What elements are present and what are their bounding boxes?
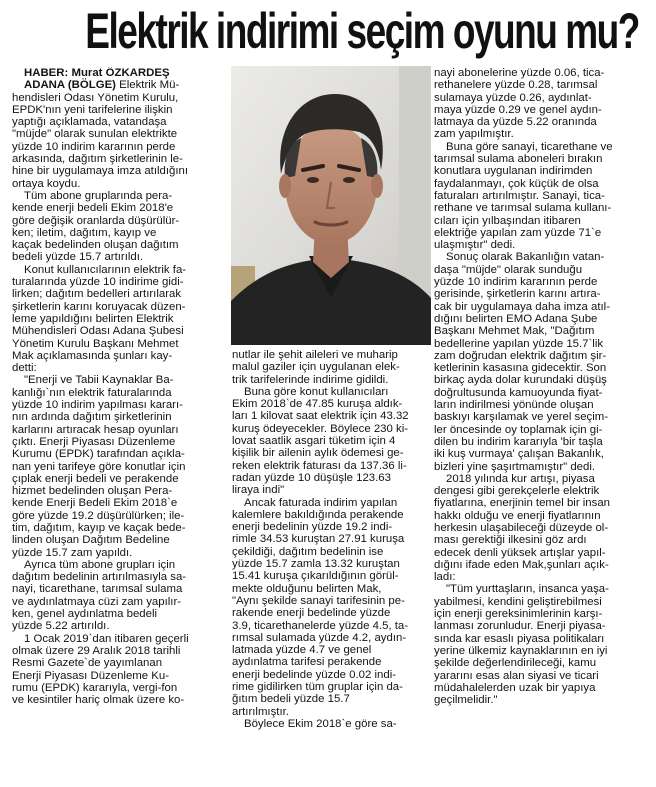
text-line: zam doğrudan elektrik dağıtım şir-	[434, 349, 607, 362]
text-line: dığını ifade eden Mak,şunları açık-	[434, 558, 609, 571]
text-line: Mak açıklamasında şunları kay-	[12, 349, 173, 362]
text-line: Konut kullanıcılarının elektrik fa-	[24, 263, 187, 276]
text-line: çıktı. Enerji Piyasası Düzenleme	[12, 435, 176, 448]
text-line: müdahalelerden uzak bir yapıya	[434, 681, 596, 694]
text-line: turalarında yüzde 10 indirime gidi-	[12, 276, 184, 289]
text-line: tim, dağıtım, kayıp ve kaçak bede-	[12, 521, 186, 534]
text-line: arkasında, dağıtım şirketlerinin le-	[12, 153, 183, 166]
text-line: geçilmelidir."	[434, 694, 498, 707]
text-line: göre yüzde 19.2 düşürülürken; ile-	[12, 509, 185, 522]
text-line: Resmi Gazete`de yayımlanan	[12, 657, 163, 670]
text-line: doğrultusunda kamuoyunda fiyat-	[434, 386, 603, 399]
text-line: EPDK'nın yeni tarifelerine ilişkin	[12, 103, 173, 116]
text-line: rumu (EPDK) kararıyla, vergi-fon	[12, 681, 178, 694]
text-line: tarımsal sulama aboneleri bırakın	[434, 153, 603, 166]
text-line: dengesi gibi gerekçelerle elektrik	[434, 485, 600, 498]
text-line: bedeli yüzde 15.7 artırıldı.	[12, 251, 144, 264]
text-line: edecek denli yüksek artışlar yapıl-	[434, 546, 606, 559]
text-line: baskıyı karşılamak ve yerel seçim-	[434, 411, 609, 424]
text-line: ve kesintiler hariç olmak üzere ko-	[12, 694, 185, 707]
text-line: bizleri yine şaşırtmamıştır" dedi.	[434, 460, 596, 473]
text-line: "Aynı şekilde sanayi tarifesinin pe-	[232, 594, 405, 607]
text-line: ladı:	[434, 571, 456, 584]
portrait-illustration	[231, 66, 431, 345]
text-line: rethanelere yüzde 0.28, tarımsal	[434, 79, 598, 92]
text-line: lanması zorunludur. Enerji piyasa-	[434, 620, 606, 633]
text-line: Ancak faturada indirim yapılan	[244, 496, 398, 509]
text-line: rimle 34.53 kuruştan 27.91 kuruşa	[232, 533, 405, 546]
text-line: Ayrıca tüm abone grupları için	[24, 558, 176, 571]
text-line: ğıtım bedeli yüzde 15.7	[232, 693, 350, 706]
text-line: ADANA (BÖLGE) Elektrik Mü-	[24, 79, 180, 92]
text-line: faydalanmayı, çok küçük de olsa	[434, 177, 599, 190]
text-line: zam yapılmıştır.	[434, 128, 514, 141]
text-line: maya yüzde 0.29 ve genel aydın-	[434, 103, 602, 116]
text-line: olmak üzere 29 Aralık 2018 tarihli	[12, 644, 181, 657]
text-line: Başkanı Mehmet Mak, "Dağıtım	[434, 325, 595, 338]
text-line: çıplak enerji bedeli ve perakende	[12, 472, 179, 485]
text-line: "Enerji ve Tabii Kaynaklar Ba-	[24, 374, 174, 387]
text-line: HABER: Murat ÖZKARDEŞ	[24, 67, 170, 79]
text-line: "Tüm yurttaşların, insanca yaşa-	[446, 583, 609, 596]
text-line: şirketlerin karını koruyacak düzen-	[12, 300, 186, 313]
text-line: enerji bedelinde yüzde 0.02 indi-	[232, 668, 397, 681]
text-line: rımsal sulamada yüzde 4.2, aydın-	[232, 631, 407, 644]
text-line: artırılmıştır.	[232, 705, 289, 718]
text-line: nayi abonelerine yüzde 0.06, tica-	[434, 67, 605, 79]
text-line: birkaç ayda dolar kurundaki düşüş	[434, 374, 607, 387]
text-line: trik tarifelerinde indirime gidildi.	[232, 373, 389, 386]
text-line: yüzde 15.7 zamla 13.32 kuruştan	[232, 558, 400, 571]
text-line: rethane ve tarımsal sulama kullanı-	[434, 202, 612, 215]
text-line: Mühendisleri Odası Adana Şubesi	[12, 325, 184, 338]
text-line: faturaları artırılmıştır. Sanayi, tica-	[434, 189, 605, 202]
text-line: latmaya da yüzde 5.22 oranında	[434, 116, 597, 129]
text-line: Enerji Piyasası Düzenleme Ku-	[12, 669, 170, 682]
article-column-1	[12, 67, 225, 779]
text-line: cak bir uygulamaya daha imza atıl-	[434, 300, 611, 313]
text-line: Tüm abone gruplarında pera-	[24, 189, 173, 202]
headline: Elektrik indirimi seçim oyunu mu?	[85, 3, 639, 59]
text-line: yüzde 15.7 zam yapıldı.	[12, 546, 133, 559]
text-line: enerji bedelinin yüzde 19.2 indi-	[232, 521, 393, 534]
text-line: kanlığı`nın elektrik faturalarında	[12, 386, 172, 399]
text-line: nan yeni tarifeye göre konutlar için	[12, 460, 186, 473]
text-line: lovat saatlik asgari tüketim için 4	[232, 435, 396, 448]
text-line: mekte olduğunu belirten Mak,	[232, 582, 382, 595]
text-line: nayi, ticarethane, tarımsal sulama	[12, 583, 183, 596]
text-line: radan yüzde 10 düşüşle 123.63	[232, 471, 391, 484]
text-line: yüzde 5.22 artırıldı.	[12, 620, 110, 633]
text-line: hizmet bedelinden oluşan Pera-	[12, 485, 173, 498]
text-line: linden oluşan Dağıtım Bedeline	[12, 534, 170, 547]
text-line: ların indirilmesi yönünde oluşan	[434, 399, 594, 412]
text-line: kişilik bir ailenin aylık ödemesi ge-	[232, 447, 404, 460]
text-line: şekilde değerlendirileceği, kamu	[434, 657, 597, 670]
text-line: Sonuç olarak Bakanlığın vatan-	[446, 251, 605, 264]
text-line: yüzde 10 indirim kararının perde	[12, 140, 176, 153]
text-line: detti:	[12, 362, 37, 375]
text-line: ları 1 kilovat saat elektrik için 43.32	[232, 410, 409, 423]
text-line: Yönetim Kurulu Başkanı Mehmet	[12, 337, 179, 350]
text-line: leme yapıldığını belirten Elektrik	[12, 312, 174, 325]
text-line: kaçak bedelinden oluşan dağıtım	[12, 239, 179, 252]
text-line: için enerji gereksinimlerinin karşı-	[434, 608, 603, 621]
text-line: Böylece Ekim 2018`e göre sa-	[244, 717, 397, 730]
text-line: yüzde 10 indirim kararının perde	[434, 276, 598, 289]
author-photo	[231, 66, 431, 345]
text-line: kende enerji bedeli Ekim 2018'e	[12, 202, 174, 215]
text-line: 2018 yılında kur artışı, piyasa	[446, 472, 595, 485]
article-column-2	[232, 349, 432, 785]
text-line: ken; iletim, dağıtım, kayıp ve	[12, 226, 157, 239]
text-line: kende Enerji Bedeli Ekim 2018`e	[12, 497, 178, 510]
text-line: latmada yüzde 4.7 ve genel	[232, 644, 372, 657]
text-line: dağıtım bedelinin artırılmasıyla sa-	[12, 571, 187, 584]
text-line: rime gidilirken tüm gruplar için da-	[232, 681, 403, 694]
text-line: hine bir uygulamaya imza atıldığını	[12, 165, 189, 178]
text-line: nın ardında dağıtım şirketlerinin	[12, 411, 172, 424]
text-line: karlarını artıracak hesap oyunları	[12, 423, 179, 436]
text-line: lirken; dağıtım bedelleri artırılarak	[12, 288, 182, 301]
text-line: iki kuş vurmaya' çalışan Bakanlık,	[434, 448, 604, 461]
text-line: göre değişik oranlarda düşürülür-	[12, 214, 180, 227]
text-line: kuruş ödeyecekler. Böylece 230 ki-	[232, 422, 409, 435]
text-line: sulamaya yüzde 0.26, aydınlat-	[434, 91, 592, 104]
text-line: Ekim 2018`de 47.85 kuruşa aldık-	[232, 398, 403, 411]
text-line: dilen bu indirim kararıyla 'bir taşla	[434, 435, 603, 448]
text-line: malul gaziler için uygulanan elek-	[232, 361, 400, 374]
text-line: konutlara uygulanan indirimden	[434, 165, 593, 178]
text-line: 15.41 kuruşa çıkarıldığının görül-	[232, 570, 399, 583]
text-line: elektriğe yapılan zam yüzde 71`e	[434, 226, 602, 239]
text-line: ler öncesinde oy toplamak için gi-	[434, 423, 603, 436]
text-line: yararını esas alan siyasi ve ticari	[434, 669, 599, 682]
text-line: nutlar ile şehit aileleri ve muharip	[232, 349, 398, 361]
text-line: cıları için yılbaşından itibaren	[434, 214, 581, 227]
article-column-3	[434, 67, 648, 787]
text-line: ulaşmıştır" dedi.	[434, 239, 516, 252]
text-line: Buna göre sanayi, ticarethane ve	[446, 140, 613, 153]
text-line: hendisleri Odası Yönetim Kurulu,	[12, 91, 179, 104]
text-line: Buna göre konut kullanıcıları	[244, 385, 389, 398]
text-line: "müjde" olarak sunulan elektrikte	[12, 128, 178, 141]
text-line: Kurumu (EPDK) tarafından açıkla-	[12, 448, 185, 461]
text-line: ken, genel aydınlatma bedeli	[12, 608, 158, 621]
text-line: gerisinde, şirketlerin karını artıra-	[434, 288, 601, 301]
text-line: ketlerinin kasasına gidecektir. Son	[434, 362, 607, 375]
text-line: daşa "müjde" olarak sunduğu	[434, 263, 583, 276]
text-line: liraya indi"	[232, 484, 285, 497]
text-line: reken elektrik faturası da 137.36 li-	[232, 459, 407, 472]
text-line: sında kar esaslı piyasa politikaları	[434, 632, 605, 645]
text-line: yaptığı açıklamada, vatandaşa	[12, 116, 167, 129]
text-line: yabilmesi, kendini geliştirebilmesi	[434, 595, 602, 608]
text-line: ması gerektiği ilkesini göz ardı	[434, 534, 587, 547]
text-line: bedellerine yapılan yüzde 15.7`lik	[434, 337, 604, 350]
text-line: dığını belirten EMO Adana Şube	[434, 312, 598, 325]
text-line: hakkı olduğu ve enerji fiyatlarının	[434, 509, 601, 522]
text-line: rakende enerji bedelinde yüzde	[232, 607, 391, 620]
text-line: ve aydınlatmaya cüzi zam yapılır-	[12, 595, 182, 608]
text-line: 1 Ocak 2019`dan itibaren geçerli	[24, 632, 189, 645]
text-line: 3.9, ticarethanelerde yüzde 4.5, ta-	[232, 619, 409, 632]
text-line: fiyatlarına, enerjinin temel bir insan	[434, 497, 611, 510]
text-line: ortaya koydu.	[12, 177, 81, 190]
text-line: kalemlere bakıldığında perakende	[232, 508, 404, 521]
text-line: çekildiği, dağıtım bedelinin ise	[232, 545, 384, 558]
text-line: herkesin ulaşabileceği düzeyde ol-	[434, 521, 609, 534]
text-line: yüzde 10 indirim yapılması kararı-	[12, 399, 183, 412]
text-line: yerine ülkemiz kaynaklarının en iyi	[434, 644, 608, 657]
text-line: aydınlatma tarifesi perakende	[232, 656, 382, 669]
